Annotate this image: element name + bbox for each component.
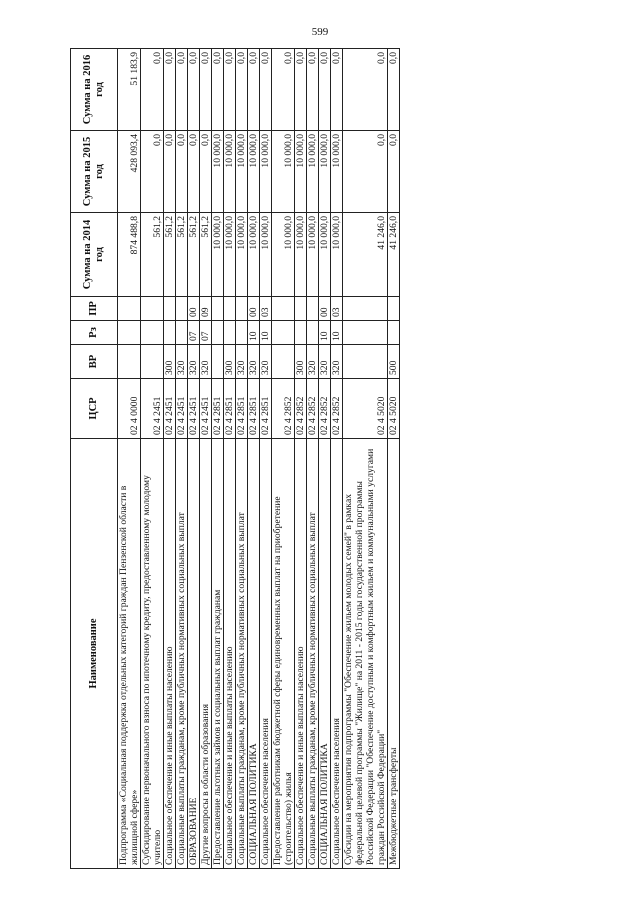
cell-sum-2014: 10 000,0: [224, 213, 236, 297]
table-row: [118, 49, 141, 869]
cell-sum-2014: 561,2: [200, 213, 212, 297]
cell-sum-2014: 41 246,0: [343, 213, 388, 297]
header-rz: Рз: [71, 321, 118, 345]
cell-pr: [224, 297, 236, 321]
cell-name: Социальное обеспечение населения: [331, 439, 343, 869]
cell-rz: [176, 321, 188, 345]
cell-pr: [343, 297, 388, 321]
table-row: [188, 49, 200, 869]
cell-sum-2016: 0,0: [188, 49, 200, 131]
cell-csr: 02 4 2851: [260, 379, 272, 439]
cell-sum-2015: 10 000,0: [272, 131, 295, 213]
cell-rz: 10: [319, 321, 331, 345]
cell-csr: 02 4 2851: [212, 379, 224, 439]
cell-name: Социальное обеспечение населения: [260, 439, 272, 869]
cell-pr: [118, 297, 141, 321]
cell-sum-2015: 0,0: [176, 131, 188, 213]
cell-name: Другие вопросы в области образования: [200, 439, 212, 869]
cell-name: СОЦИАЛЬНАЯ ПОЛИТИКА: [319, 439, 331, 869]
cell-name: ОБРАЗОВАНИЕ: [188, 439, 200, 869]
table-row: [260, 49, 272, 869]
cell-name: Социальные выплаты гражданам, кроме публичных нормативных социальных выплат: [307, 439, 319, 869]
cell-csr: 02 4 2852: [307, 379, 319, 439]
cell-pr: [236, 297, 248, 321]
table-row: [200, 49, 212, 869]
cell-vr: 320: [236, 345, 248, 379]
cell-sum-2016: 0,0: [200, 49, 212, 131]
budget-table: [70, 48, 400, 869]
cell-sum-2015: 10 000,0: [260, 131, 272, 213]
cell-sum-2015: 10 000,0: [224, 131, 236, 213]
cell-vr: [141, 345, 164, 379]
cell-name: Субсидирование первоначального взноса по ипотечному кредиту, предоставленному молодому учителю: [141, 439, 164, 869]
cell-sum-2014: 561,2: [164, 213, 176, 297]
cell-pr: [164, 297, 176, 321]
cell-rz: [388, 321, 400, 345]
cell-sum-2015: 0,0: [388, 131, 400, 213]
cell-name: Социальное обеспечение и иные выплаты населению: [295, 439, 307, 869]
cell-csr: 02 4 5020: [388, 379, 400, 439]
cell-sum-2016: 0,0: [164, 49, 176, 131]
cell-csr: 02 4 2851: [224, 379, 236, 439]
cell-sum-2014: 10 000,0: [331, 213, 343, 297]
cell-name: Субсидии на мероприятия подпрограммы "Обеспечение жильем молодых семей" в рамках федеральной целевой программы "Жилище" на 2011 - 2015 годы государственной программы Российской Федерации "Обеспечение доступным и комфортным жильем и коммунальными услугами граждан Российской Федерации": [343, 439, 388, 869]
cell-sum-2016: 0,0: [224, 49, 236, 131]
cell-sum-2014: 10 000,0: [307, 213, 319, 297]
header-csr: ЦСР: [71, 379, 118, 439]
header-sum-2014: Сумма на 2014 год: [71, 213, 118, 297]
cell-vr: 320: [188, 345, 200, 379]
cell-sum-2015: 0,0: [188, 131, 200, 213]
cell-csr: 02 4 2852: [319, 379, 331, 439]
cell-rz: 07: [200, 321, 212, 345]
cell-rz: [224, 321, 236, 345]
cell-rz: [164, 321, 176, 345]
cell-vr: [118, 345, 141, 379]
cell-sum-2015: 428 093,4: [118, 131, 141, 213]
cell-sum-2015: 10 000,0: [319, 131, 331, 213]
header-sum-2015: Сумма на 2015 год: [71, 131, 118, 213]
cell-sum-2016: 0,0: [212, 49, 224, 131]
header-row: [71, 49, 118, 869]
cell-name: Межбюджетные трансферты: [388, 439, 400, 869]
cell-vr: 300: [295, 345, 307, 379]
cell-vr: 300: [224, 345, 236, 379]
cell-name: Социальное обеспечение и иные выплаты населению: [224, 439, 236, 869]
cell-pr: [176, 297, 188, 321]
cell-sum-2014: 561,2: [141, 213, 164, 297]
header-sum-2016: Сумма на 2016 год: [71, 49, 118, 131]
cell-vr: [212, 345, 224, 379]
cell-sum-2014: 10 000,0: [248, 213, 260, 297]
table-row: [224, 49, 236, 869]
cell-rz: [307, 321, 319, 345]
cell-csr: 02 4 2851: [248, 379, 260, 439]
cell-sum-2014: 10 000,0: [319, 213, 331, 297]
cell-csr: 02 4 2451: [176, 379, 188, 439]
cell-pr: [212, 297, 224, 321]
cell-name: Предоставление льготных займов и социальных выплат гражданам: [212, 439, 224, 869]
cell-csr: 02 4 2852: [331, 379, 343, 439]
cell-sum-2014: 10 000,0: [295, 213, 307, 297]
cell-rz: 10: [248, 321, 260, 345]
cell-sum-2015: 10 000,0: [248, 131, 260, 213]
cell-csr: 02 4 2451: [141, 379, 164, 439]
cell-name: Предоставление работникам бюджетной сферы единовременных выплат на приобретение (строительство) жилья: [272, 439, 295, 869]
cell-sum-2016: 0,0: [295, 49, 307, 131]
cell-sum-2016: 51 183,9: [118, 49, 141, 131]
table-header: [71, 49, 118, 869]
table-body: [118, 49, 400, 869]
cell-sum-2015: 10 000,0: [307, 131, 319, 213]
cell-sum-2014: 561,2: [176, 213, 188, 297]
rotated-table-container: [70, 49, 570, 869]
cell-pr: 09: [200, 297, 212, 321]
cell-csr: 02 4 0000: [118, 379, 141, 439]
table-row: [343, 49, 388, 869]
cell-name: Социальные выплаты гражданам, кроме публичных нормативных социальных выплат: [176, 439, 188, 869]
cell-pr: 00: [319, 297, 331, 321]
cell-name: Подпрограмма «Социальная поддержка отдельных категорий граждан Пензенской области в жилищной сфере»: [118, 439, 141, 869]
cell-sum-2015: 10 000,0: [295, 131, 307, 213]
cell-vr: 320: [260, 345, 272, 379]
table-row: [307, 49, 319, 869]
cell-sum-2016: 0,0: [248, 49, 260, 131]
cell-csr: 02 4 2451: [200, 379, 212, 439]
cell-sum-2016: 0,0: [176, 49, 188, 131]
cell-csr: 02 4 2451: [164, 379, 176, 439]
cell-rz: [212, 321, 224, 345]
table-row: [248, 49, 260, 869]
cell-sum-2014: 10 000,0: [212, 213, 224, 297]
cell-pr: [141, 297, 164, 321]
cell-vr: 320: [331, 345, 343, 379]
cell-sum-2014: 10 000,0: [260, 213, 272, 297]
cell-rz: 10: [260, 321, 272, 345]
cell-sum-2016: 0,0: [343, 49, 388, 131]
cell-sum-2014: 41 246,0: [388, 213, 400, 297]
cell-rz: [141, 321, 164, 345]
table-row: [176, 49, 188, 869]
cell-sum-2016: 0,0: [331, 49, 343, 131]
cell-vr: [272, 345, 295, 379]
cell-vr: 320: [248, 345, 260, 379]
cell-sum-2016: 0,0: [307, 49, 319, 131]
table-row: [319, 49, 331, 869]
cell-name: Социальное обеспечение и иные выплаты населению: [164, 439, 176, 869]
cell-sum-2015: 10 000,0: [236, 131, 248, 213]
cell-sum-2016: 0,0: [272, 49, 295, 131]
cell-name: Социальные выплаты гражданам, кроме публичных нормативных социальных выплат: [236, 439, 248, 869]
cell-rz: 10: [331, 321, 343, 345]
cell-pr: 03: [331, 297, 343, 321]
table-row: [331, 49, 343, 869]
cell-name: СОЦИАЛЬНАЯ ПОЛИТИКА: [248, 439, 260, 869]
cell-sum-2015: 10 000,0: [212, 131, 224, 213]
cell-vr: 320: [200, 345, 212, 379]
cell-vr: 320: [319, 345, 331, 379]
cell-rz: [343, 321, 388, 345]
cell-sum-2015: 0,0: [164, 131, 176, 213]
page-number: 599: [311, 26, 329, 38]
table-wrapper: [70, 49, 570, 869]
cell-sum-2016: 0,0: [141, 49, 164, 131]
table-row: [141, 49, 164, 869]
cell-rz: [295, 321, 307, 345]
cell-csr: 02 4 2852: [295, 379, 307, 439]
cell-sum-2016: 0,0: [260, 49, 272, 131]
cell-rz: [272, 321, 295, 345]
cell-csr: 02 4 2851: [236, 379, 248, 439]
cell-sum-2014: 561,2: [188, 213, 200, 297]
cell-sum-2016: 0,0: [319, 49, 331, 131]
table-row: [388, 49, 400, 869]
cell-vr: [343, 345, 388, 379]
cell-vr: 320: [307, 345, 319, 379]
cell-csr: 02 4 5020: [343, 379, 388, 439]
table-row: [164, 49, 176, 869]
cell-sum-2015: 0,0: [141, 131, 164, 213]
cell-sum-2014: 10 000,0: [272, 213, 295, 297]
cell-rz: [236, 321, 248, 345]
cell-csr: 02 4 2852: [272, 379, 295, 439]
cell-sum-2014: 874 488,8: [118, 213, 141, 297]
cell-pr: [307, 297, 319, 321]
cell-pr: [272, 297, 295, 321]
table-row: [236, 49, 248, 869]
cell-pr: [295, 297, 307, 321]
cell-pr: 00: [188, 297, 200, 321]
cell-csr: 02 4 2451: [188, 379, 200, 439]
header-pr: ПР: [71, 297, 118, 321]
cell-vr: 300: [164, 345, 176, 379]
cell-sum-2016: 0,0: [388, 49, 400, 131]
cell-pr: [388, 297, 400, 321]
table-row: [272, 49, 295, 869]
cell-vr: 320: [176, 345, 188, 379]
cell-pr: 03: [260, 297, 272, 321]
cell-rz: [118, 321, 141, 345]
cell-sum-2015: 10 000,0: [331, 131, 343, 213]
header-name: Наименование: [71, 439, 118, 869]
header-vr: ВР: [71, 345, 118, 379]
cell-vr: 500: [388, 345, 400, 379]
table-row: [212, 49, 224, 869]
cell-sum-2015: 0,0: [343, 131, 388, 213]
cell-sum-2016: 0,0: [236, 49, 248, 131]
table-row: [295, 49, 307, 869]
cell-pr: 00: [248, 297, 260, 321]
cell-sum-2014: 10 000,0: [236, 213, 248, 297]
cell-sum-2015: 0,0: [200, 131, 212, 213]
cell-rz: 07: [188, 321, 200, 345]
